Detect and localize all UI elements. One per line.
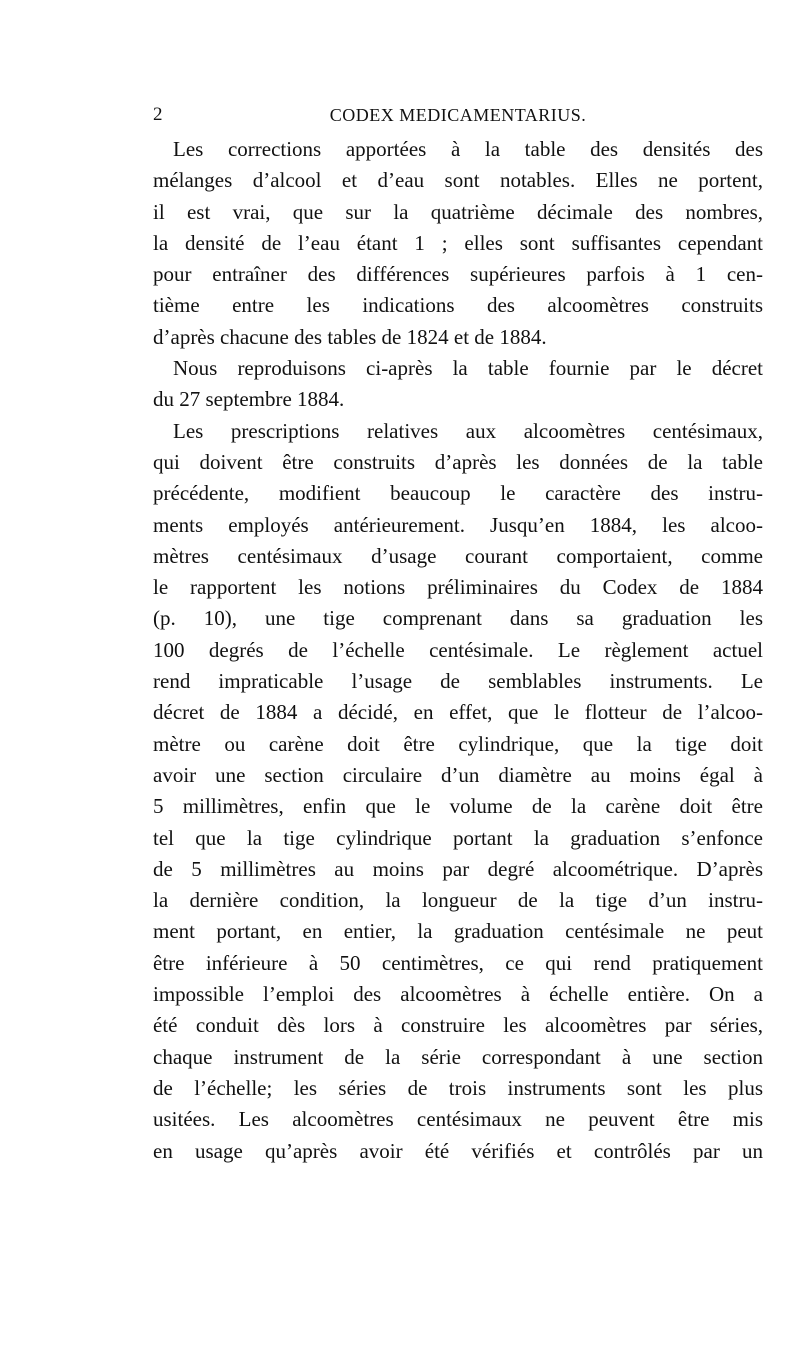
page-number: 2 bbox=[153, 104, 163, 125]
text-line: chaque instrument de la série correspondant à une section bbox=[153, 1044, 763, 1069]
text-line: décret de 1884 a décidé, en effet, que le flotteur de l’alcoo- bbox=[153, 700, 763, 725]
text-line: (p. 10), une tige comprenant dans sa graduation les bbox=[153, 606, 763, 631]
text-line: tel que la tige cylindrique portant la graduation s’enfonce bbox=[153, 825, 763, 850]
text-line: été conduit dès lors à construire les alcoomètres par séries, bbox=[153, 1013, 763, 1038]
text-line: être inférieure à 50 centimètres, ce qui rend pratiquement bbox=[153, 950, 763, 975]
running-head bbox=[153, 103, 763, 127]
text-line: la dernière condition, la longueur de la tige d’un instru- bbox=[153, 888, 763, 913]
text-line: en usage qu’après avoir été vérifiés et contrôlés par un bbox=[153, 1138, 763, 1163]
text-line: usitées. Les alcoomètres centésimaux ne peuvent être mis bbox=[153, 1107, 763, 1132]
text-line: la densité de l’eau étant 1 ; elles sont suffisantes cependant bbox=[153, 230, 763, 255]
text-line: d’après chacune des tables de 1824 et de 1884. bbox=[153, 324, 547, 349]
running-title: CODEX MEDICAMENTARIUS. bbox=[329, 105, 587, 125]
text-line: ments employés antérieurement. Jusqu’en 1884, les alcoo- bbox=[153, 512, 763, 537]
text-line: mètre ou carène doit être cylindrique, que la tige doit bbox=[153, 731, 763, 756]
body-text bbox=[153, 134, 763, 1167]
text-line: de 5 millimètres au moins par degré alcoométrique. D’après bbox=[153, 856, 763, 881]
text-line: de l’échelle; les séries de trois instruments sont les plus bbox=[153, 1075, 763, 1100]
text-line: impossible l’emploi des alcoomètres à échelle entière. On a bbox=[153, 982, 763, 1007]
text-line: Les prescriptions relatives aux alcoomètres centésimaux, bbox=[173, 418, 763, 443]
text-line: qui doivent être construits d’après les données de la table bbox=[153, 449, 763, 474]
text-line: pour entraîner des différences supérieures parfois à 1 cen- bbox=[153, 262, 763, 287]
text-line: le rapportent les notions préliminaires du Codex de 1884 bbox=[153, 575, 763, 600]
text-line: précédente, modifient beaucoup le caractère des instru- bbox=[153, 481, 763, 506]
text-line: 100 degrés de l’échelle centésimale. Le règlement actuel bbox=[153, 637, 763, 662]
text-line: ment portant, en entier, la graduation centésimale ne peut bbox=[153, 919, 763, 944]
text-line: mètres centésimaux d’usage courant comportaient, comme bbox=[153, 543, 763, 568]
text-line: du 27 septembre 1884. bbox=[153, 387, 345, 412]
text-line: Les corrections apportées à la table des densités des bbox=[173, 137, 763, 161]
text-line: mélanges d’alcool et d’eau sont notables. Elles ne portent, bbox=[153, 168, 763, 193]
text-line: Nous reproduisons ci-après la table fournie par le décret bbox=[173, 356, 763, 381]
text-line: tième entre les indications des alcoomètres construits bbox=[153, 293, 763, 318]
text-line: avoir une section circulaire d’un diamètre au moins égal à bbox=[153, 762, 763, 787]
text-line: rend impraticable l’usage de semblables instruments. Le bbox=[153, 669, 763, 694]
text-line: 5 millimètres, enfin que le volume de la carène doit être bbox=[153, 794, 763, 819]
text-line: il est vrai, que sur la quatrième décimale des nombres, bbox=[153, 199, 763, 224]
